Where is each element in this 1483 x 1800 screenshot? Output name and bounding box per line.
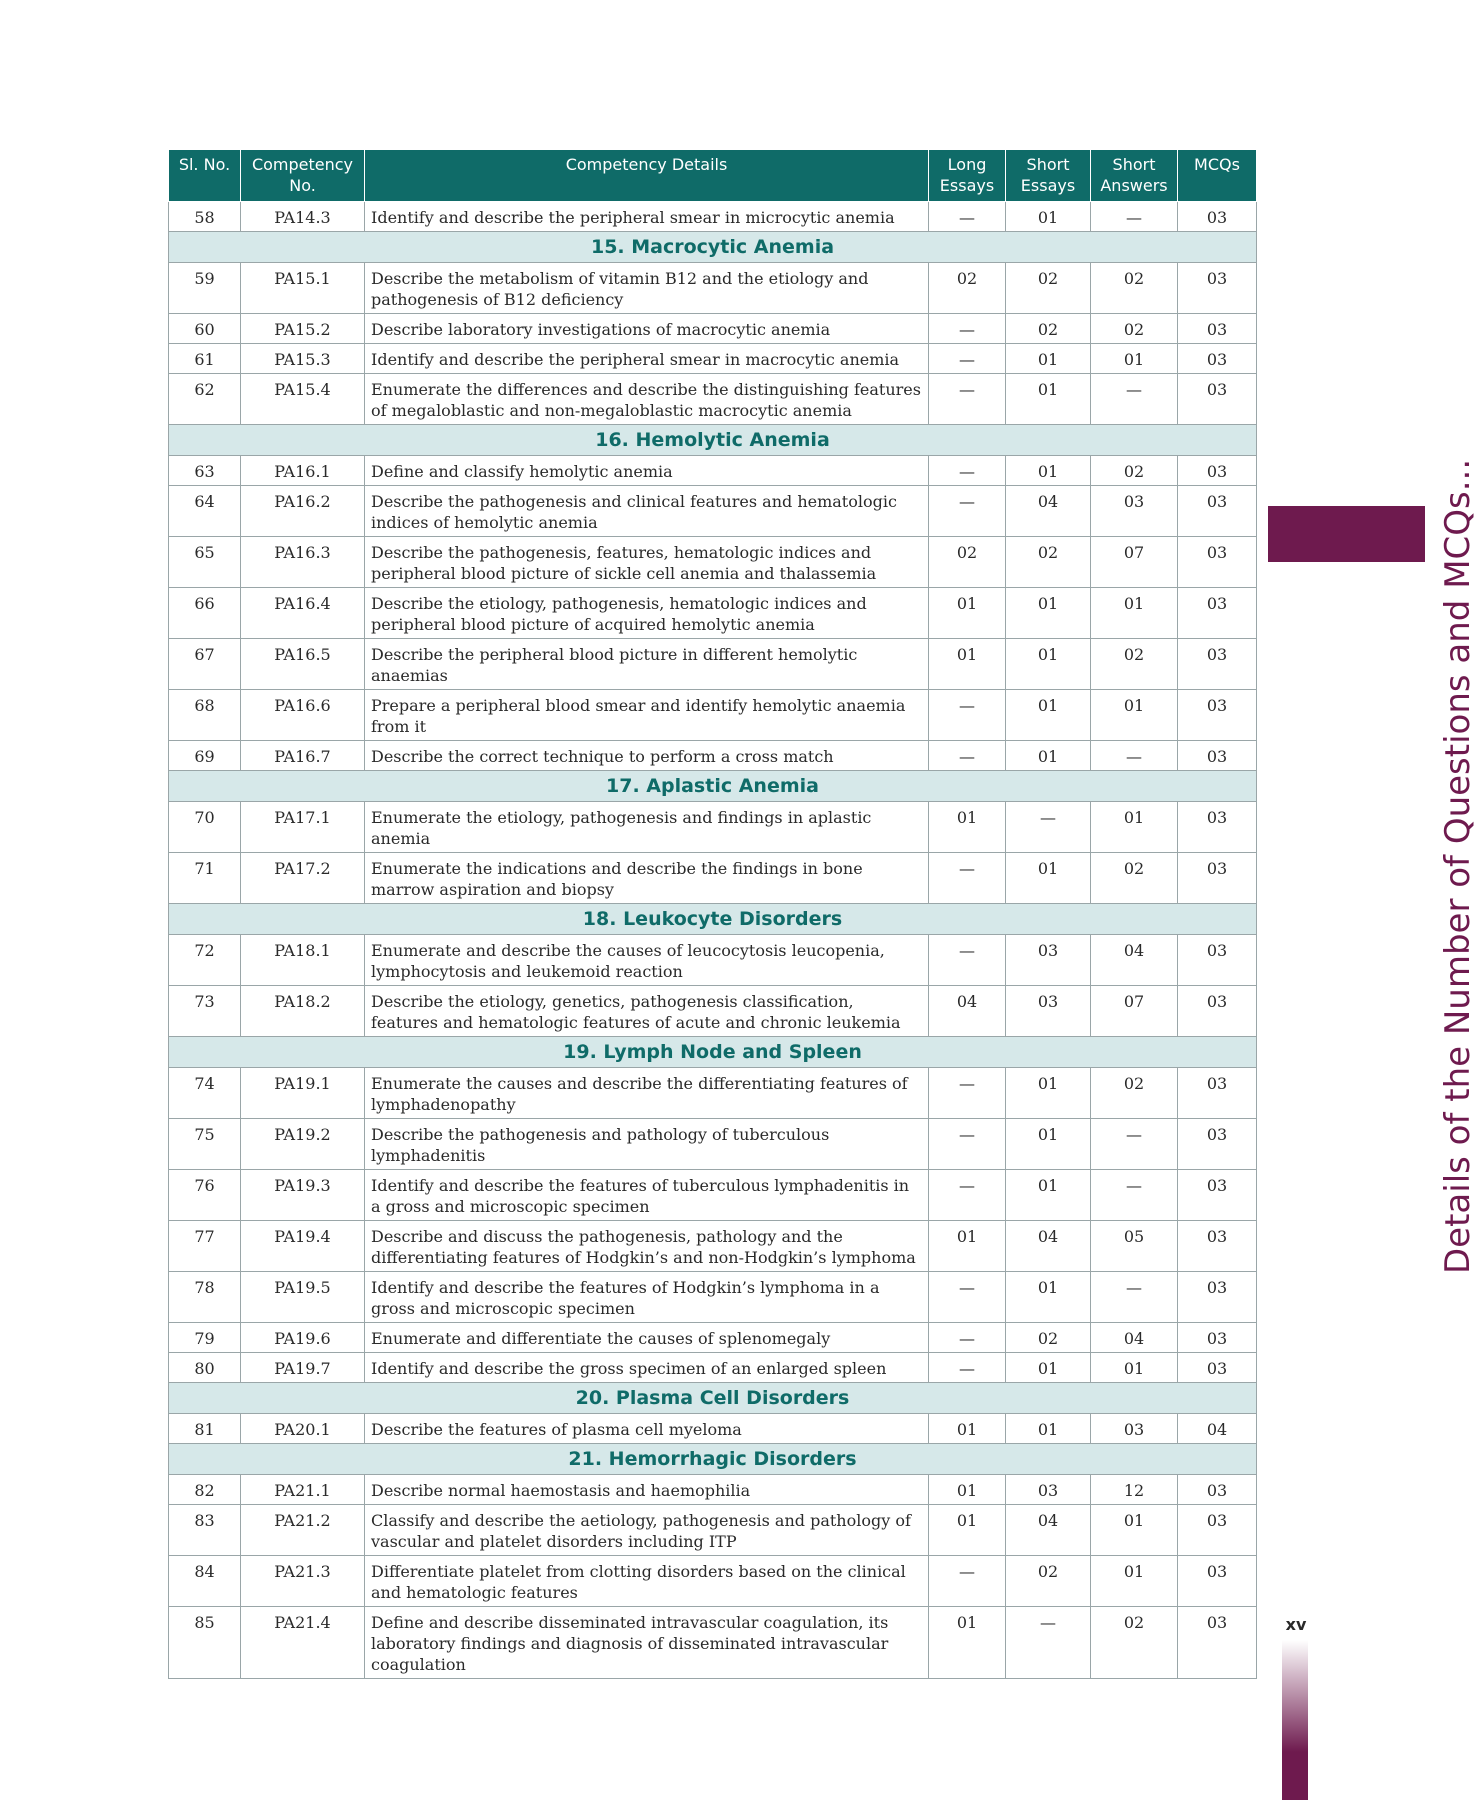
- cell-sl-no: 83: [169, 1505, 241, 1556]
- cell-long-essays: 01: [929, 639, 1006, 690]
- cell-short-essays: 01: [1006, 1353, 1091, 1383]
- section-title: 17. Aplastic Anemia: [169, 771, 1257, 802]
- cell-competency-details: Define and describe disseminated intravascular coagulation, its laboratory findings and diagnosis of disseminated intravascular coagulation: [365, 1607, 929, 1679]
- cell-competency-details: Differentiate platelet from clotting disorders based on the clinical and hematologic features: [365, 1556, 929, 1607]
- cell-mcqs: 03: [1178, 263, 1257, 314]
- cell-short-answers: 12: [1091, 1475, 1178, 1505]
- cell-competency-no: PA18.2: [241, 986, 365, 1037]
- cell-competency-details: Describe normal haemostasis and haemophilia: [365, 1475, 929, 1505]
- cell-short-answers: 03: [1091, 486, 1178, 537]
- cell-short-answers: —: [1091, 374, 1178, 425]
- cell-sl-no: 73: [169, 986, 241, 1037]
- cell-short-answers: 03: [1091, 1414, 1178, 1444]
- cell-competency-details: Describe the pathogenesis and clinical features and hematologic indices of hemolytic anemia: [365, 486, 929, 537]
- table-row: [169, 486, 1257, 537]
- table-row: [169, 1475, 1257, 1505]
- cell-sl-no: 66: [169, 588, 241, 639]
- side-running-title: Details of the Number of Questions and MCQs...: [1438, 458, 1478, 1274]
- header-row: [169, 150, 1257, 202]
- cell-mcqs: 03: [1178, 537, 1257, 588]
- cell-competency-details: Enumerate the indications and describe the findings in bone marrow aspiration and biopsy: [365, 853, 929, 904]
- cell-competency-no: PA17.2: [241, 853, 365, 904]
- cell-long-essays: —: [929, 344, 1006, 374]
- cell-long-essays: —: [929, 202, 1006, 232]
- cell-long-essays: —: [929, 1068, 1006, 1119]
- cell-long-essays: —: [929, 690, 1006, 741]
- cell-sl-no: 58: [169, 202, 241, 232]
- cell-sl-no: 76: [169, 1170, 241, 1221]
- cell-short-answers: 02: [1091, 853, 1178, 904]
- table-row: [169, 588, 1257, 639]
- section-title: 15. Macrocytic Anemia: [169, 232, 1257, 263]
- cell-mcqs: 03: [1178, 1323, 1257, 1353]
- cell-short-essays: 01: [1006, 1119, 1091, 1170]
- cell-competency-details: Identify and describe the gross specimen of an enlarged spleen: [365, 1353, 929, 1383]
- table-row: [169, 935, 1257, 986]
- cell-sl-no: 84: [169, 1556, 241, 1607]
- cell-competency-details: Describe the pathogenesis and pathology of tuberculous lymphadenitis: [365, 1119, 929, 1170]
- cell-short-answers: 04: [1091, 935, 1178, 986]
- table-row: [169, 639, 1257, 690]
- cell-short-answers: 01: [1091, 1353, 1178, 1383]
- cell-competency-details: Describe the etiology, pathogenesis, hematologic indices and peripheral blood picture of acquired hemolytic anemia: [365, 588, 929, 639]
- cell-short-answers: 02: [1091, 639, 1178, 690]
- cell-competency-no: PA16.3: [241, 537, 365, 588]
- cell-short-essays: 03: [1006, 1475, 1091, 1505]
- cell-mcqs: 03: [1178, 986, 1257, 1037]
- cell-short-answers: 01: [1091, 344, 1178, 374]
- table-row: [169, 202, 1257, 232]
- cell-mcqs: 03: [1178, 1272, 1257, 1323]
- cell-sl-no: 74: [169, 1068, 241, 1119]
- cell-long-essays: 01: [929, 1414, 1006, 1444]
- cell-long-essays: —: [929, 1323, 1006, 1353]
- cell-competency-details: Describe the pathogenesis, features, hematologic indices and peripheral blood picture of sickle cell anemia and thalassemia: [365, 537, 929, 588]
- cell-short-answers: —: [1091, 741, 1178, 771]
- cell-mcqs: 03: [1178, 1556, 1257, 1607]
- cell-sl-no: 77: [169, 1221, 241, 1272]
- questions-table: [168, 149, 1257, 1679]
- header-sl-no: Sl. No.: [169, 150, 241, 202]
- cell-sl-no: 68: [169, 690, 241, 741]
- cell-short-essays: 01: [1006, 1272, 1091, 1323]
- table-row: [169, 344, 1257, 374]
- table-row: [169, 1272, 1257, 1323]
- cell-competency-no: PA20.1: [241, 1414, 365, 1444]
- cell-short-answers: 01: [1091, 690, 1178, 741]
- cell-short-essays: —: [1006, 802, 1091, 853]
- cell-competency-details: Identify and describe the features of Hodgkin’s lymphoma in a gross and microscopic specimen: [365, 1272, 929, 1323]
- side-tab-marker: [1268, 506, 1425, 562]
- cell-competency-no: PA14.3: [241, 202, 365, 232]
- cell-long-essays: 02: [929, 263, 1006, 314]
- cell-competency-details: Describe the metabolism of vitamin B12 and the etiology and pathogenesis of B12 deficiency: [365, 263, 929, 314]
- cell-competency-details: Identify and describe the peripheral smear in microcytic anemia: [365, 202, 929, 232]
- table-row: [169, 690, 1257, 741]
- table-row: [169, 374, 1257, 425]
- cell-short-answers: 01: [1091, 1505, 1178, 1556]
- cell-competency-details: Prepare a peripheral blood smear and identify hemolytic anaemia from it: [365, 690, 929, 741]
- cell-competency-no: PA19.2: [241, 1119, 365, 1170]
- cell-competency-details: Enumerate and describe the causes of leucocytosis leucopenia, lymphocytosis and leukemoid reaction: [365, 935, 929, 986]
- cell-long-essays: 01: [929, 1221, 1006, 1272]
- cell-sl-no: 60: [169, 314, 241, 344]
- cell-long-essays: —: [929, 456, 1006, 486]
- cell-competency-details: Describe laboratory investigations of macrocytic anemia: [365, 314, 929, 344]
- cell-short-essays: 01: [1006, 588, 1091, 639]
- cell-mcqs: 03: [1178, 456, 1257, 486]
- cell-short-answers: 02: [1091, 1068, 1178, 1119]
- cell-sl-no: 62: [169, 374, 241, 425]
- cell-long-essays: —: [929, 1119, 1006, 1170]
- cell-sl-no: 79: [169, 1323, 241, 1353]
- cell-competency-no: PA16.6: [241, 690, 365, 741]
- cell-competency-details: Describe the etiology, genetics, pathogenesis classification, features and hematologic features of acute and chronic leukemia: [365, 986, 929, 1037]
- cell-competency-no: PA15.1: [241, 263, 365, 314]
- section-header-row: [169, 1383, 1257, 1414]
- table-row: [169, 1170, 1257, 1221]
- cell-sl-no: 64: [169, 486, 241, 537]
- cell-sl-no: 70: [169, 802, 241, 853]
- cell-long-essays: —: [929, 1272, 1006, 1323]
- cell-competency-no: PA21.3: [241, 1556, 365, 1607]
- cell-sl-no: 69: [169, 741, 241, 771]
- cell-competency-details: Describe the peripheral blood picture in different hemolytic anaemias: [365, 639, 929, 690]
- cell-mcqs: 03: [1178, 1475, 1257, 1505]
- cell-short-answers: 07: [1091, 986, 1178, 1037]
- cell-short-essays: 01: [1006, 202, 1091, 232]
- cell-competency-no: PA16.2: [241, 486, 365, 537]
- table-row: [169, 537, 1257, 588]
- cell-competency-no: PA17.1: [241, 802, 365, 853]
- cell-long-essays: 01: [929, 1607, 1006, 1679]
- section-header-row: [169, 1444, 1257, 1475]
- cell-long-essays: —: [929, 935, 1006, 986]
- cell-short-answers: —: [1091, 202, 1178, 232]
- section-header-row: [169, 425, 1257, 456]
- cell-short-answers: 02: [1091, 263, 1178, 314]
- cell-short-essays: 01: [1006, 344, 1091, 374]
- cell-long-essays: 02: [929, 537, 1006, 588]
- cell-short-essays: 02: [1006, 1323, 1091, 1353]
- cell-competency-no: PA19.7: [241, 1353, 365, 1383]
- table-row: [169, 263, 1257, 314]
- cell-competency-no: PA21.2: [241, 1505, 365, 1556]
- table-row: [169, 1556, 1257, 1607]
- section-header-row: [169, 771, 1257, 802]
- section-title: 20. Plasma Cell Disorders: [169, 1383, 1257, 1414]
- cell-long-essays: —: [929, 1353, 1006, 1383]
- cell-mcqs: 03: [1178, 374, 1257, 425]
- header-competency-no: Competency No.: [241, 150, 365, 202]
- cell-sl-no: 82: [169, 1475, 241, 1505]
- table-row: [169, 986, 1257, 1037]
- cell-competency-details: Describe and discuss the pathogenesis, pathology and the differentiating features of Hodgkin’s and non-Hodgkin’s lymphoma: [365, 1221, 929, 1272]
- cell-short-answers: 02: [1091, 1607, 1178, 1679]
- cell-long-essays: —: [929, 853, 1006, 904]
- cell-mcqs: 03: [1178, 1221, 1257, 1272]
- cell-sl-no: 61: [169, 344, 241, 374]
- section-title: 21. Hemorrhagic Disorders: [169, 1444, 1257, 1475]
- table-row: [169, 1505, 1257, 1556]
- cell-competency-no: PA19.6: [241, 1323, 365, 1353]
- section-title: 16. Hemolytic Anemia: [169, 425, 1257, 456]
- table-row: [169, 314, 1257, 344]
- cell-long-essays: —: [929, 486, 1006, 537]
- cell-short-answers: 04: [1091, 1323, 1178, 1353]
- cell-long-essays: 01: [929, 1505, 1006, 1556]
- cell-short-answers: 01: [1091, 1556, 1178, 1607]
- cell-mcqs: 03: [1178, 344, 1257, 374]
- header-short-answers: Short Answers: [1091, 150, 1178, 202]
- cell-competency-no: PA15.2: [241, 314, 365, 344]
- cell-short-answers: —: [1091, 1170, 1178, 1221]
- cell-mcqs: 03: [1178, 690, 1257, 741]
- side-gradient-bar: [1282, 1640, 1308, 1800]
- table-body: [169, 202, 1257, 1679]
- cell-long-essays: —: [929, 374, 1006, 425]
- cell-sl-no: 65: [169, 537, 241, 588]
- table-row: [169, 853, 1257, 904]
- cell-competency-details: Classify and describe the aetiology, pathogenesis and pathology of vascular and platelet disorders including ITP: [365, 1505, 929, 1556]
- cell-sl-no: 71: [169, 853, 241, 904]
- table-row: [169, 802, 1257, 853]
- cell-short-essays: 04: [1006, 1505, 1091, 1556]
- cell-mcqs: 03: [1178, 202, 1257, 232]
- cell-long-essays: 01: [929, 802, 1006, 853]
- cell-competency-details: Identify and describe the peripheral smear in macrocytic anemia: [365, 344, 929, 374]
- cell-short-essays: 01: [1006, 374, 1091, 425]
- cell-competency-no: PA16.4: [241, 588, 365, 639]
- cell-short-essays: 02: [1006, 1556, 1091, 1607]
- table-row: [169, 741, 1257, 771]
- section-header-row: [169, 904, 1257, 935]
- cell-short-essays: 01: [1006, 1068, 1091, 1119]
- cell-short-answers: 02: [1091, 456, 1178, 486]
- table-row: [169, 1607, 1257, 1679]
- questions-table-container: [168, 149, 1256, 1679]
- header-long-essays: Long Essays: [929, 150, 1006, 202]
- cell-short-essays: 01: [1006, 639, 1091, 690]
- section-title: 19. Lymph Node and Spleen: [169, 1037, 1257, 1068]
- cell-competency-details: Define and classify hemolytic anemia: [365, 456, 929, 486]
- table-row: [169, 1323, 1257, 1353]
- cell-short-essays: 01: [1006, 456, 1091, 486]
- header-short-essays: Short Essays: [1006, 150, 1091, 202]
- cell-sl-no: 81: [169, 1414, 241, 1444]
- cell-competency-no: PA19.1: [241, 1068, 365, 1119]
- cell-mcqs: 03: [1178, 486, 1257, 537]
- table-row: [169, 1068, 1257, 1119]
- cell-competency-details: Describe the features of plasma cell myeloma: [365, 1414, 929, 1444]
- cell-long-essays: —: [929, 741, 1006, 771]
- table-header: [169, 150, 1257, 202]
- cell-sl-no: 67: [169, 639, 241, 690]
- cell-competency-details: Enumerate the causes and describe the differentiating features of lymphadenopathy: [365, 1068, 929, 1119]
- cell-competency-details: Enumerate the etiology, pathogenesis and findings in aplastic anemia: [365, 802, 929, 853]
- cell-competency-details: Identify and describe the features of tuberculous lymphadenitis in a gross and microscopic specimen: [365, 1170, 929, 1221]
- cell-competency-no: PA16.7: [241, 741, 365, 771]
- cell-short-essays: 01: [1006, 1414, 1091, 1444]
- cell-short-answers: 02: [1091, 314, 1178, 344]
- cell-mcqs: 03: [1178, 1119, 1257, 1170]
- cell-mcqs: 03: [1178, 1353, 1257, 1383]
- cell-competency-no: PA19.5: [241, 1272, 365, 1323]
- cell-short-answers: 07: [1091, 537, 1178, 588]
- cell-short-essays: 02: [1006, 314, 1091, 344]
- cell-sl-no: 85: [169, 1607, 241, 1679]
- cell-mcqs: 03: [1178, 1170, 1257, 1221]
- cell-competency-no: PA21.4: [241, 1607, 365, 1679]
- cell-mcqs: 03: [1178, 588, 1257, 639]
- header-mcqs: MCQs: [1178, 150, 1257, 202]
- cell-long-essays: —: [929, 314, 1006, 344]
- cell-competency-details: Describe the correct technique to perform a cross match: [365, 741, 929, 771]
- cell-short-essays: 02: [1006, 263, 1091, 314]
- cell-competency-no: PA18.1: [241, 935, 365, 986]
- cell-long-essays: 01: [929, 588, 1006, 639]
- cell-sl-no: 75: [169, 1119, 241, 1170]
- cell-sl-no: 72: [169, 935, 241, 986]
- table-row: [169, 456, 1257, 486]
- cell-sl-no: 63: [169, 456, 241, 486]
- cell-mcqs: 03: [1178, 639, 1257, 690]
- cell-competency-no: PA15.3: [241, 344, 365, 374]
- header-competency-details: Competency Details: [365, 150, 929, 202]
- cell-short-essays: 02: [1006, 537, 1091, 588]
- cell-mcqs: 03: [1178, 802, 1257, 853]
- cell-mcqs: 03: [1178, 1505, 1257, 1556]
- cell-short-essays: 01: [1006, 741, 1091, 771]
- cell-competency-no: PA19.3: [241, 1170, 365, 1221]
- cell-short-answers: 05: [1091, 1221, 1178, 1272]
- cell-long-essays: 04: [929, 986, 1006, 1037]
- cell-mcqs: 04: [1178, 1414, 1257, 1444]
- page-number: xv: [1285, 1615, 1307, 1634]
- cell-sl-no: 78: [169, 1272, 241, 1323]
- cell-long-essays: —: [929, 1556, 1006, 1607]
- cell-competency-details: Enumerate and differentiate the causes of splenomegaly: [365, 1323, 929, 1353]
- cell-mcqs: 03: [1178, 314, 1257, 344]
- cell-short-essays: 04: [1006, 1221, 1091, 1272]
- table-row: [169, 1119, 1257, 1170]
- cell-mcqs: 03: [1178, 1607, 1257, 1679]
- cell-mcqs: 03: [1178, 853, 1257, 904]
- section-header-row: [169, 1037, 1257, 1068]
- cell-competency-no: PA19.4: [241, 1221, 365, 1272]
- cell-sl-no: 80: [169, 1353, 241, 1383]
- table-row: [169, 1221, 1257, 1272]
- table-row: [169, 1353, 1257, 1383]
- cell-short-answers: 01: [1091, 588, 1178, 639]
- section-title: 18. Leukocyte Disorders: [169, 904, 1257, 935]
- cell-short-answers: 01: [1091, 802, 1178, 853]
- cell-competency-details: Enumerate the differences and describe the distinguishing features of megaloblastic and non-megaloblastic macrocytic anemia: [365, 374, 929, 425]
- cell-short-essays: 03: [1006, 986, 1091, 1037]
- cell-short-essays: 01: [1006, 853, 1091, 904]
- cell-sl-no: 59: [169, 263, 241, 314]
- cell-competency-no: PA21.1: [241, 1475, 365, 1505]
- section-header-row: [169, 232, 1257, 263]
- table-row: [169, 1414, 1257, 1444]
- cell-short-essays: 03: [1006, 935, 1091, 986]
- cell-competency-no: PA16.1: [241, 456, 365, 486]
- cell-competency-no: PA15.4: [241, 374, 365, 425]
- cell-long-essays: 01: [929, 1475, 1006, 1505]
- cell-short-essays: —: [1006, 1607, 1091, 1679]
- cell-mcqs: 03: [1178, 935, 1257, 986]
- cell-short-answers: —: [1091, 1272, 1178, 1323]
- cell-competency-no: PA16.5: [241, 639, 365, 690]
- cell-short-essays: 04: [1006, 486, 1091, 537]
- cell-mcqs: 03: [1178, 741, 1257, 771]
- cell-mcqs: 03: [1178, 1068, 1257, 1119]
- cell-short-essays: 01: [1006, 1170, 1091, 1221]
- cell-short-answers: —: [1091, 1119, 1178, 1170]
- cell-long-essays: —: [929, 1170, 1006, 1221]
- cell-short-essays: 01: [1006, 690, 1091, 741]
